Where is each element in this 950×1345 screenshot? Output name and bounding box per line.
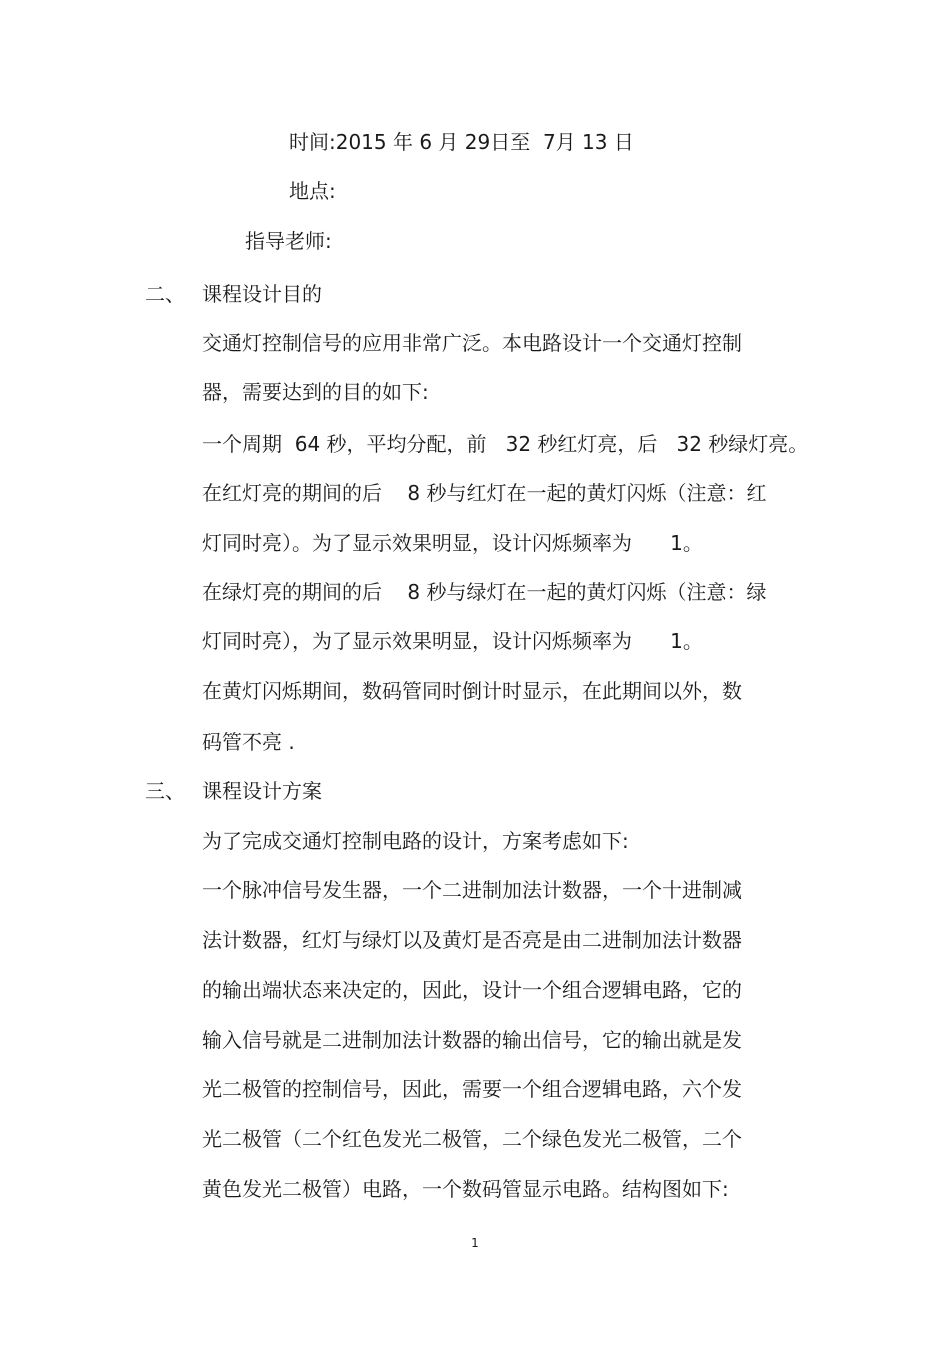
advisor-line: 指导老师: bbox=[245, 229, 332, 253]
section-2-line-4: 在红灯亮的期间的后 8 秒与红灯在一起的黄灯闪烁（注意：红 bbox=[202, 481, 767, 505]
section-2-line-3: 一个周期 64 秒，平均分配，前 32 秒红灯亮，后 32 秒绿灯亮。 bbox=[202, 432, 809, 456]
section-3-line-5: 输入信号就是二进制加法计数器的输出信号，它的输出就是发 bbox=[202, 1028, 742, 1052]
section-3-heading: 课程设计方案 bbox=[202, 779, 322, 803]
section-3-line-3: 法计数器，红灯与绿灯以及黄灯是否亮是由二进制加法计数器 bbox=[202, 928, 742, 952]
section-3-line-2: 一个脉冲信号发生器，一个二进制加法计数器，一个十进制减 bbox=[202, 878, 742, 902]
section-3-line-7: 光二极管（二个红色发光二极管，二个绿色发光二极管，二个 bbox=[202, 1127, 742, 1151]
section-2-line-8: 在黄灯闪烁期间，数码管同时倒计时显示，在此期间以外，数 bbox=[202, 679, 742, 703]
section-2-line-2: 器，需要达到的目的如下: bbox=[202, 380, 429, 404]
time-line: 时间:2015 年 6 月 29日至 7月 13 日 bbox=[289, 130, 634, 154]
section-3-number: 三、 bbox=[145, 779, 185, 803]
section-2-number: 二、 bbox=[145, 282, 185, 306]
section-3-line-6: 光二极管的控制信号，因此，需要一个组合逻辑电路，六个发 bbox=[202, 1077, 742, 1101]
section-2-line-9: 码管不亮 . bbox=[202, 730, 295, 754]
section-3-line-4: 的输出端状态来决定的，因此，设计一个组合逻辑电路，它的 bbox=[202, 978, 742, 1002]
section-3-line-8: 黄色发光二极管）电路，一个数码管显示电路。结构图如下: bbox=[202, 1177, 729, 1201]
place-line: 地点: bbox=[289, 179, 336, 203]
section-2-heading: 课程设计目的 bbox=[202, 282, 322, 306]
page-number: 1 bbox=[471, 1236, 479, 1250]
section-2-line-6: 在绿灯亮的期间的后 8 秒与绿灯在一起的黄灯闪烁（注意：绿 bbox=[202, 580, 767, 604]
section-2-line-1: 交通灯控制信号的应用非常广泛。本电路设计一个交通灯控制 bbox=[202, 331, 742, 355]
section-3-line-1: 为了完成交通灯控制电路的设计，方案考虑如下: bbox=[202, 829, 629, 853]
section-2-line-7: 灯同时亮），为了显示效果明显，设计闪烁频率为 1。 bbox=[202, 629, 703, 653]
section-2-line-5: 灯同时亮）。为了显示效果明显，设计闪烁频率为 1。 bbox=[202, 531, 703, 555]
